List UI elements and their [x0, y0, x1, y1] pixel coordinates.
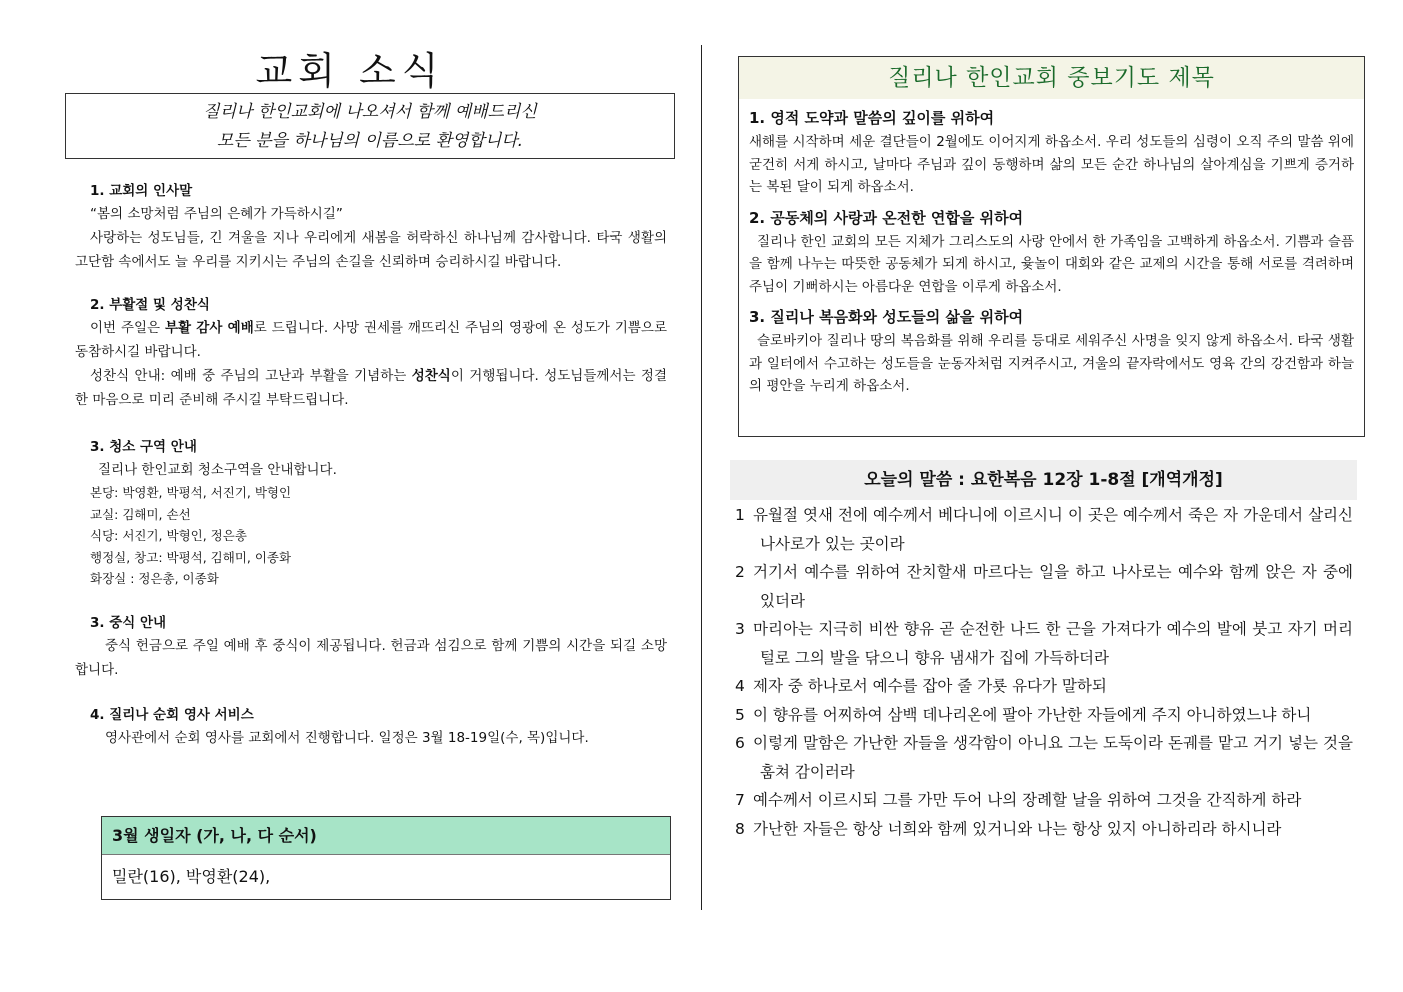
- page-title: 교회 소식: [255, 49, 445, 93]
- scripture-verses: [735, 501, 1353, 843]
- verse-number: 3: [735, 620, 745, 638]
- cleaning-item: 교실: 김해미, 손선: [90, 506, 191, 522]
- verse-number: 2: [735, 563, 745, 581]
- verse-item: [735, 501, 1353, 558]
- easter-paragraph-1: 이번 주일은 부활 감사 예배로 드립니다. 사망 권세를 깨뜨리신 주님의 영광에 온 성도가 기쁨으로 동참하시길 바랍니다.: [75, 320, 668, 360]
- easter-heading: 2. 부활절 및 성찬식: [90, 297, 210, 313]
- welcome-line-2: 모든 분을 하나님의 이름으로 환영합니다.: [216, 131, 524, 151]
- prayer-item-heading: 3. 질리나 복음화와 성도들의 삶을 위하여: [749, 308, 1024, 326]
- prayer-box: [738, 56, 1365, 437]
- verse-item: [735, 815, 1353, 844]
- birthday-names: 밀란(16), 박영환(24),: [112, 867, 271, 886]
- scripture-title: 오늘의 말씀 : 요한복음 12장 1-8절 [개역개정]: [730, 460, 1357, 500]
- verse-number: 5: [735, 705, 745, 724]
- prayer-item-body: 질리나 한인 교회의 모든 지체가 그리스도의 사랑 안에서 한 가족임을 고백하게 하옵소서. 기쁨과 슬픔을 함께 나누는 따뜻한 공동체가 되게 하시고, 윷놀이 대회와 같은 교제의 시간을 통해 서로를 격려하며 주님이 기뻐하시는 아름다운 연합을 이루게 하옵소서.: [749, 233, 1354, 295]
- column-divider: [701, 45, 702, 910]
- verse-text: 이렇게 말함은 가난한 자들을 생각함이 아니요 그는 도둑이라 돈궤를 맡고 거기 넣는 것을 훔쳐 감이러라: [753, 734, 1353, 781]
- lunch-heading: 3. 중식 안내: [90, 614, 167, 631]
- verse-text: 예수께서 이르시되 그를 가만 두어 나의 장례할 날을 위하여 그것을 간직하게 하라: [753, 791, 1302, 809]
- greeting-body: 사랑하는 성도님들, 긴 겨울을 지나 우리에게 새봄을 허락하신 하나님께 감사합니다. 타국 생활의 고단함 속에서도 늘 우리를 지키시는 주님의 손길을 신뢰하며 승리하시길 바랍니다.: [75, 230, 667, 270]
- birthday-heading: 3월 생일자 (가, 나, 다 순서): [102, 817, 670, 855]
- verse-item: [735, 615, 1353, 672]
- greeting-heading: 1. 교회의 인사말: [90, 183, 193, 199]
- verse-item: [735, 701, 1353, 730]
- cleaning-item: 식당: 서진기, 박형인, 정은총: [90, 528, 247, 543]
- prayer-item-heading: 1. 영적 도약과 말씀의 깊이를 위하여: [749, 109, 995, 127]
- easter-paragraph-2: 성찬식 안내: 예배 중 주님의 고난과 부활을 기념하는 성찬식이 거행됩니다. 성도님들께서는 정결한 마음으로 미리 준비해 주시길 부탁드립니다.: [75, 368, 667, 408]
- verse-item: [735, 672, 1353, 701]
- verse-number: 4: [735, 677, 745, 695]
- consulate-body: 영사관에서 순회 영사를 교회에서 진행합니다. 일정은 3월 18-19일(수, 목)입니다.: [105, 729, 589, 746]
- cleaning-item: 행정실, 창고: 박평석, 김해미, 이종화: [90, 549, 292, 565]
- verse-number: 6: [735, 734, 745, 752]
- verse-text: 가난한 자들은 항상 너희와 함께 있거니와 나는 항상 있지 아니하리라 하시니라: [753, 819, 1282, 838]
- birthday-box: [101, 816, 671, 900]
- prayer-item-body: 슬로바키아 질리나 땅의 복음화를 위해 우리를 등대로 세워주신 사명을 잊지 않게 하옵소서. 타국 생활과 일터에서 수고하는 성도들을 눈동자처럼 지켜주시고, 겨울의 끝자락에서도 영육 간의 강건함과 하늘의 평안을 누리게 하옵소서.: [749, 333, 1354, 394]
- prayer-title: 질리나 한인교회 중보기도 제목: [739, 57, 1364, 99]
- greeting-quote: “봄의 소망처럼 주님의 은혜가 가득하시길”: [90, 206, 343, 222]
- prayer-item-body: 새해를 시작하며 세운 결단들이 2월에도 이어지게 하옵소서. 우리 성도들의 심령이 오직 주의 말씀 위에 굳건히 서게 하시고, 날마다 주님과 깊이 동행하며 삶의 모든 순간 하나님의 살아계심을 기쁘게 증거하는 복된 달이 되게 하옵소서.: [749, 134, 1354, 195]
- welcome-line-1: 질리나 한인교회에 나오셔서 함께 예배드리신: [203, 102, 537, 122]
- consulate-heading: 4. 질리나 순회 영사 서비스: [90, 706, 254, 723]
- verse-text: 거기서 예수를 위하여 잔치할새 마르다는 일을 하고 나사로는 예수와 함께 앉은 자 중에 있더라: [753, 563, 1353, 610]
- lunch-body: 중식 헌금으로 주일 예배 후 중식이 제공됩니다. 헌금과 섬김으로 함께 기쁨의 시간을 되길 소망합니다.: [75, 637, 667, 678]
- cleaning-intro: 질리나 한인교회 청소구역을 안내합니다.: [98, 462, 337, 478]
- verse-text: 제자 중 하나로서 예수를 잡아 줄 가룟 유다가 말하되: [753, 677, 1107, 695]
- verse-item: [735, 729, 1353, 786]
- prayer-item-heading: 2. 공동체의 사랑과 온전한 연합을 위하여: [749, 208, 1024, 227]
- verse-number: 8: [735, 819, 745, 838]
- verse-text: 마리아는 지극히 비싼 향유 곧 순전한 나드 한 근을 가져다가 예수의 발에 붓고 자기 머리털로 그의 발을 닦으니 향유 냄새가 집에 가득하더라: [753, 620, 1353, 667]
- cleaning-item: 본당: 박영환, 박평석, 서진기, 박형인: [90, 485, 292, 500]
- easter-service-name: 부활 감사 예배: [164, 320, 254, 336]
- communion-name: 성찬식: [411, 368, 451, 384]
- verse-item: [735, 786, 1353, 815]
- verse-text: 이 향유를 어찌하여 삼백 데나리온에 팔아 가난한 자들에게 주지 아니하였느냐 하니: [753, 705, 1312, 724]
- church-news-column: [75, 180, 667, 750]
- verse-number: 7: [735, 791, 745, 809]
- verse-number: 1: [735, 506, 745, 524]
- verse-item: [735, 558, 1353, 615]
- welcome-box: [65, 93, 675, 159]
- cleaning-heading: 3. 청소 구역 안내: [90, 439, 197, 455]
- verse-text: 유월절 엿새 전에 예수께서 베다니에 이르시니 이 곳은 예수께서 죽은 자 가운데서 살리신 나사로가 있는 곳이라: [753, 506, 1353, 553]
- cleaning-item: 화장실 : 정은총, 이종화: [90, 571, 219, 586]
